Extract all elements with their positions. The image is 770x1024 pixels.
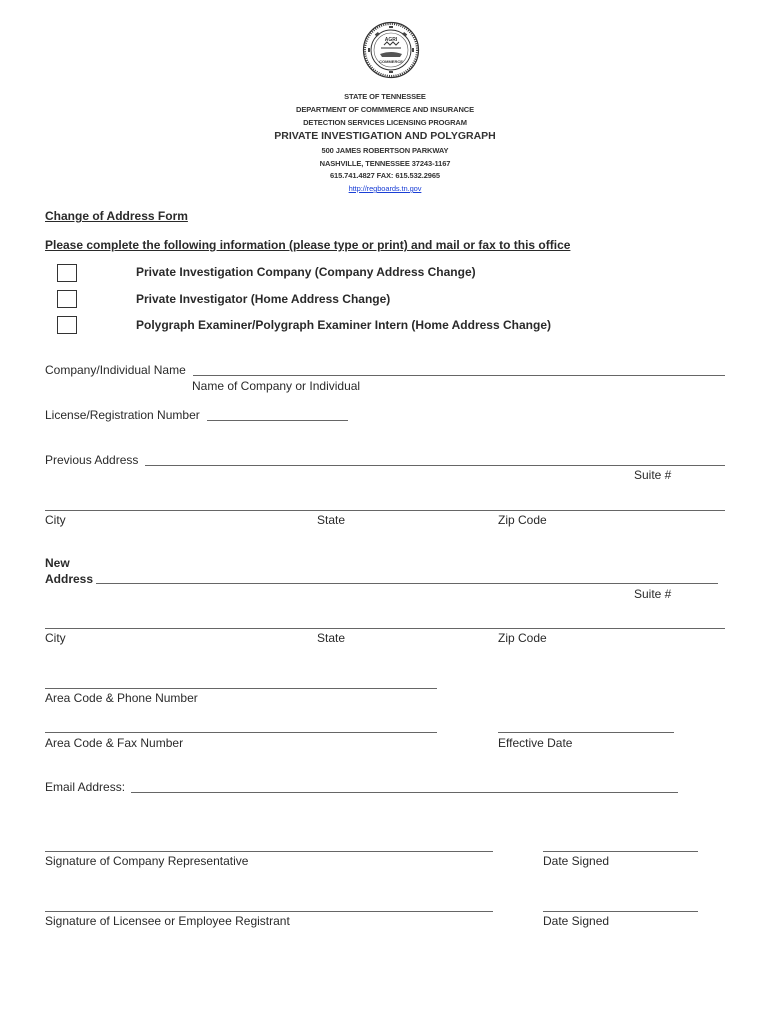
option-pi-company-label: Private Investigation Company (Company Address Change) xyxy=(136,265,476,279)
prev-state-label: State xyxy=(317,513,346,527)
email-label: Email Address: xyxy=(45,780,126,794)
new-city-label: City xyxy=(45,631,66,645)
header-state: STATE OF TENNESSEE xyxy=(344,92,426,101)
prev-suite-label: Suite # xyxy=(634,468,672,482)
new-address-field[interactable] xyxy=(96,583,718,584)
new-address-label: Address xyxy=(45,572,94,586)
header-division: PRIVATE INVESTIGATION AND POLYGRAPH xyxy=(274,130,496,142)
form-instruction: Please complete the following information (please type or print) and mail or fax to this office xyxy=(45,238,571,252)
new-label: New xyxy=(45,556,70,570)
company-signature-label: Signature of Company Representative xyxy=(45,854,249,868)
new-zip-label: Zip Code xyxy=(498,631,547,645)
prev-city-label: City xyxy=(45,513,66,527)
prev-zip-label: Zip Code xyxy=(498,513,547,527)
phone-field[interactable] xyxy=(45,688,437,689)
checkbox-polygraph-examiner[interactable] xyxy=(57,316,77,334)
company-signature-field[interactable] xyxy=(45,851,493,852)
prev-address-field[interactable] xyxy=(145,465,725,466)
header-street: 500 JAMES ROBERTSON PARKWAY xyxy=(321,146,449,155)
header-phone-fax: 615.741.4827 FAX: 615.532.2965 xyxy=(329,171,440,180)
licensee-date-signed-label: Date Signed xyxy=(543,914,610,928)
new-state-label: State xyxy=(317,631,346,645)
state-seal xyxy=(362,21,420,79)
checkbox-private-investigator[interactable] xyxy=(57,290,77,308)
company-date-signed-label: Date Signed xyxy=(543,854,610,868)
email-field[interactable] xyxy=(131,792,678,793)
phone-label: Area Code & Phone Number xyxy=(45,691,198,705)
licensee-signature-field[interactable] xyxy=(45,911,493,912)
header-program: DETECTION SERVICES LICENSING PROGRAM xyxy=(303,118,467,127)
effective-date-label: Effective Date xyxy=(498,736,573,750)
header-city-line: NASHVILLE, TENNESSEE 37243-1167 xyxy=(319,159,451,168)
checkbox-pi-company[interactable] xyxy=(57,264,77,282)
header-department: DEPARTMENT OF COMMMERCE AND INSURANCE xyxy=(296,105,474,114)
new-city-state-zip-field[interactable] xyxy=(45,628,725,629)
option-polygraph-examiner-label: Polygraph Examiner/Polygraph Examiner Intern (Home Address Change) xyxy=(136,318,551,332)
effective-date-field[interactable] xyxy=(498,732,674,733)
license-field[interactable] xyxy=(207,420,348,421)
licensee-signature-label: Signature of Licensee or Employee Registrant xyxy=(45,914,290,928)
license-label: License/Registration Number xyxy=(45,408,200,422)
prev-address-label: Previous Address xyxy=(45,453,139,467)
fax-label: Area Code & Fax Number xyxy=(45,736,184,750)
prev-city-state-zip-field[interactable] xyxy=(45,510,725,511)
company-date-signed-field[interactable] xyxy=(543,851,698,852)
name-hint: Name of Company or Individual xyxy=(192,379,361,393)
fax-field[interactable] xyxy=(45,732,437,733)
option-private-investigator-label: Private Investigator (Home Address Change) xyxy=(136,292,391,306)
new-suite-label: Suite # xyxy=(634,587,672,601)
svg-text:COMMERCE: COMMERCE xyxy=(379,59,403,64)
licensee-date-signed-field[interactable] xyxy=(543,911,698,912)
name-label: Company/Individual Name xyxy=(45,363,186,377)
form-title: Change of Address Form xyxy=(45,209,188,223)
svg-text:AGRI: AGRI xyxy=(384,37,398,43)
name-field[interactable] xyxy=(193,375,725,376)
website-link[interactable]: http://regboards.tn.gov xyxy=(348,184,422,193)
